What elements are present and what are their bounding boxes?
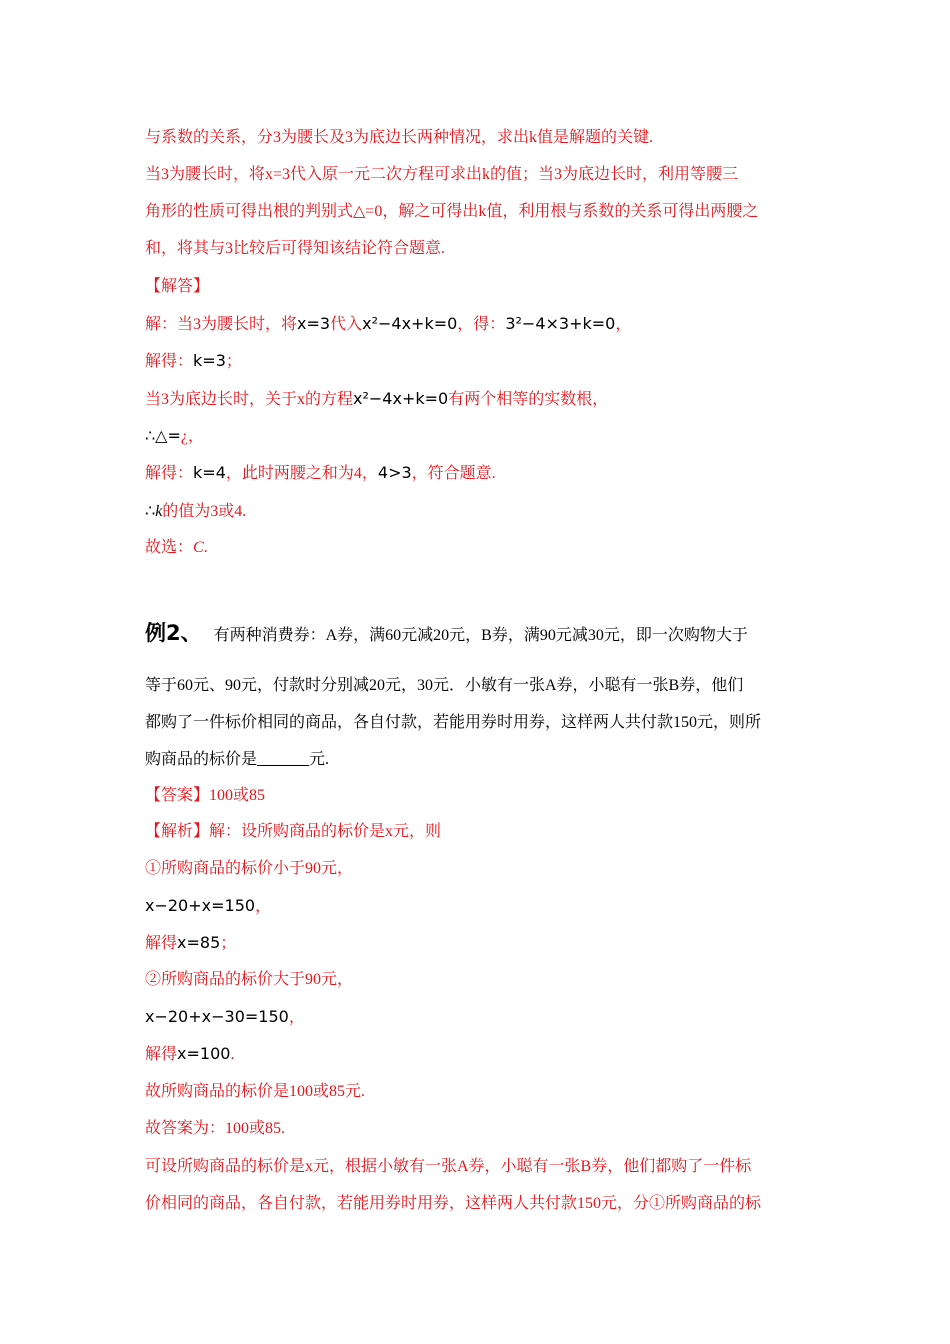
equation-2: x−20+x−30=150 bbox=[145, 1007, 289, 1026]
solution-step-3 bbox=[145, 388, 608, 411]
analysis-case-2: ②所购商品的标价大于90元， bbox=[145, 971, 354, 988]
solution-step-2 bbox=[145, 350, 242, 373]
equation-1: x−20+x=150 bbox=[145, 896, 256, 915]
step2-math: k=3 bbox=[193, 351, 226, 370]
step3-text-c: 有两个相等的实数根， bbox=[448, 391, 609, 408]
analysis-line-3: 角形的性质可得出根的判别式△=0，解之可得出k值，利用根与系数的关系可得出两腰之 bbox=[145, 203, 759, 220]
analysis-conclusion: 故所购商品的标价是100或85元. bbox=[145, 1083, 366, 1100]
step5-text-a: 解得： bbox=[145, 465, 194, 482]
step2-text-c: ； bbox=[225, 353, 242, 370]
solution-header: 【解答】 bbox=[145, 278, 210, 295]
analysis-solution-1 bbox=[145, 932, 236, 955]
example2-q4-a: 购商品的标价是 bbox=[145, 751, 258, 768]
analysis-equation-1 bbox=[145, 895, 271, 918]
step7-choice: C bbox=[193, 539, 204, 556]
step3-equation: x²−4x+k=0 bbox=[353, 389, 449, 408]
analysis-line-1: 与系数的关系，分3为腰长及3为底边长两种情况，求出k值是解题的关键. bbox=[145, 129, 654, 146]
equation-1-comma: ， bbox=[255, 898, 272, 915]
step5-math-k4: k=4 bbox=[193, 463, 226, 482]
step1-text-a: 解：当3为腰长时，将 bbox=[145, 316, 298, 333]
step7-text-c: . bbox=[203, 539, 208, 556]
solution-step-7 bbox=[145, 537, 208, 559]
example2-question-line-1 bbox=[145, 622, 748, 647]
step6-therefore: ∴ bbox=[145, 501, 156, 520]
solution-2-math: x=100 bbox=[177, 1044, 231, 1063]
analysis-solution-2 bbox=[145, 1043, 234, 1066]
solution-step-4 bbox=[145, 425, 204, 448]
answer-label: 【答案】 bbox=[145, 787, 210, 804]
analysis-note-line-2: 价相同的商品，各自付款，若能用券时用券，这样两人共付款150元，分①所购商品的标 bbox=[145, 1195, 762, 1212]
solution-1-text: 解得 bbox=[145, 935, 178, 952]
solution-1-semicolon: ； bbox=[220, 935, 237, 952]
step1-text-g: ， bbox=[615, 316, 632, 333]
solution-step-1 bbox=[145, 313, 631, 336]
analysis-intro: 解：设所购商品的标价是x元，则 bbox=[209, 823, 442, 840]
step4-comma: ， bbox=[188, 428, 205, 445]
answer-line bbox=[145, 785, 265, 807]
analysis-label: 【解析】 bbox=[145, 823, 210, 840]
example2-q1: 有两种消费券：A券，满60元减20元，B券，满90元减30元，即一次购物大于 bbox=[213, 627, 748, 644]
solution-2-text: 解得 bbox=[145, 1046, 178, 1063]
answer-blank bbox=[257, 751, 309, 766]
step1-substitution: 3²−4×3+k=0 bbox=[505, 314, 616, 333]
step6-text: 的值为3或4. bbox=[162, 503, 247, 520]
step5-math-compare: 4>3 bbox=[377, 463, 412, 482]
example2-question-line-2: 等于60元、90元，付款时分别减20元，30元．小敏有一张A券，小聪有一张B券，他们 bbox=[145, 677, 744, 694]
analysis-line-4: 和，将其与3比较后可得知该结论符合题意. bbox=[145, 240, 446, 257]
step4-therefore-delta: ∴△= bbox=[145, 426, 181, 445]
equation-2-comma: ， bbox=[288, 1009, 305, 1026]
answer-value: 100或85 bbox=[209, 787, 266, 804]
example2-question-line-3: 都购了一件标价相同的商品，各自付款，若能用券时用券，这样两人共付款150元，则所 bbox=[145, 714, 762, 731]
step2-text-a: 解得： bbox=[145, 353, 194, 370]
example2-question-line-4 bbox=[145, 749, 329, 771]
step5-text-e: ，符合题意. bbox=[411, 465, 496, 482]
analysis-note-line-1: 可设所购商品的标价是x元，根据小敏有一张A券，小聪有一张B券，他们都购了一件标 bbox=[145, 1158, 752, 1175]
analysis-case-1: ①所购商品的标价小于90元， bbox=[145, 860, 354, 877]
step1-equation: x²−4x+k=0 bbox=[362, 314, 458, 333]
step1-math-x3: x=3 bbox=[297, 314, 331, 333]
analysis-final-answer: 故答案为：100或85. bbox=[145, 1120, 286, 1137]
step7-text-a: 故选： bbox=[145, 539, 194, 556]
step4-missing-symbol: ¿ bbox=[180, 428, 188, 445]
solution-step-6 bbox=[145, 500, 246, 523]
example2-q4-b: 元. bbox=[309, 751, 330, 768]
solution-2-period: . bbox=[230, 1046, 235, 1063]
example2-title: 例2、 bbox=[145, 621, 202, 645]
step5-text-c: ，此时两腰之和为4， bbox=[225, 465, 378, 482]
analysis-intro-line bbox=[145, 821, 441, 843]
step1-text-c: 代入 bbox=[330, 316, 363, 333]
analysis-line-2: 当3为腰长时，将x=3代入原一元二次方程可求出k的值；当3为底边长时，利用等腰三 bbox=[145, 166, 739, 183]
analysis-equation-2 bbox=[145, 1006, 305, 1029]
solution-1-math: x=85 bbox=[177, 933, 221, 952]
step3-text-a: 当3为底边长时，关于x的方程 bbox=[145, 391, 354, 408]
solution-step-5 bbox=[145, 462, 496, 485]
step1-text-e: ，得： bbox=[457, 316, 506, 333]
step6-k: k bbox=[155, 503, 163, 520]
